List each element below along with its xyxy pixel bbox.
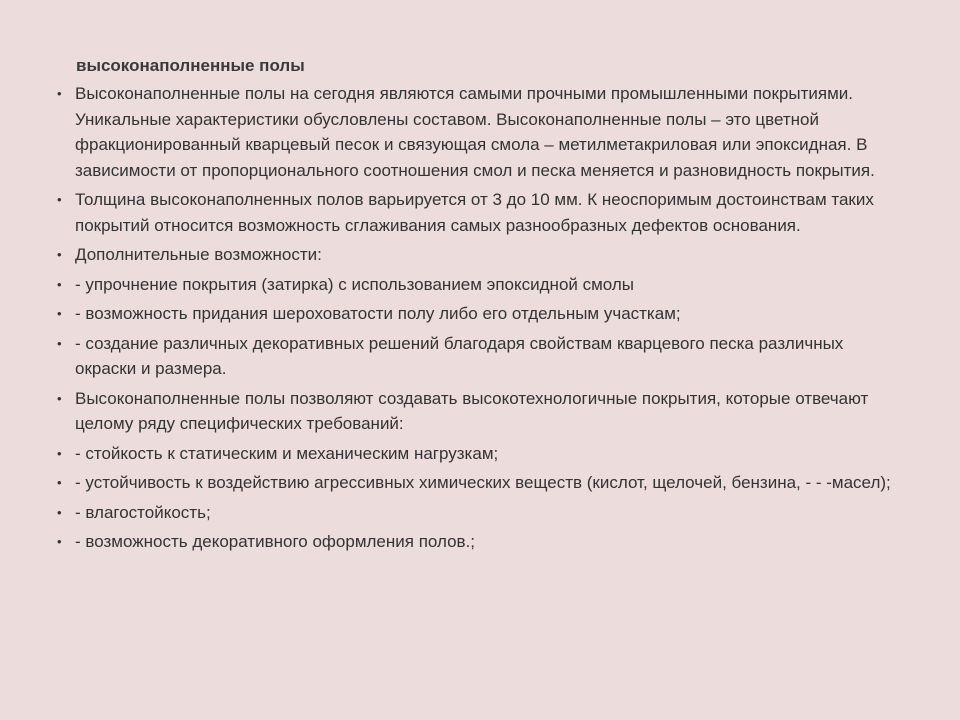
bullet-marker: • xyxy=(57,86,62,101)
bullet-item xyxy=(56,81,906,183)
bullet-text: Высоконаполненные полы на сегодня являются самыми прочными промышленными покрытиями. Уникальные характеристики обусловлены составом. Высоконаполненные полы – это цветной фракционированный кварцевый песок и связующая смола – метилметакриловая или эпоксидная. В зависимости от пропорционального соотношения смол и песка меняется и разновидность покрытия. xyxy=(75,84,875,180)
bullet-item xyxy=(56,441,906,467)
bullet-item xyxy=(56,529,906,555)
bullet-item xyxy=(56,272,906,298)
bullet-text: - стойкость к статическим и механическим нагрузкам; xyxy=(75,443,499,463)
bullet-marker: • xyxy=(57,276,62,292)
bullet-marker: • xyxy=(57,192,62,207)
bullet-text: - возможность декоративного оформления полов.; xyxy=(75,532,476,551)
bullet-marker: • xyxy=(57,335,62,351)
bullet-text: Дополнительные возможности: xyxy=(75,245,322,264)
bullet-marker: • xyxy=(57,534,62,549)
bullet-marker: • xyxy=(57,475,62,490)
bullet-list xyxy=(56,81,906,559)
bullet-item xyxy=(56,301,906,327)
bullet-text: Толщина высоконаполненных полов варьируется от 3 до 10 мм. К неоспоримым достоинствам таких покрытий относится возможность сглаживания самых разнообразных дефектов основания. xyxy=(75,190,874,235)
bullet-item xyxy=(56,500,906,526)
bullet-text: - возможность придания шероховатости полу либо его отдельным участкам; xyxy=(75,304,681,323)
bullet-text: - влагостойкость; xyxy=(75,502,211,522)
bullet-text: - устойчивость к воздействию агрессивных химических веществ (кислот, щелочей, бензина, - - -масел); xyxy=(75,473,891,492)
bullet-text: - создание различных декоративных решений благодаря свойствам кварцевого песка различных окраски и размера. xyxy=(75,333,844,378)
bullet-text: Высоконаполненные полы позволяют создавать высокотехнологичные покрытия, которые отвечают целому ряду специфических требований: xyxy=(75,388,869,433)
bullet-marker: • xyxy=(57,445,62,461)
bullet-item xyxy=(56,470,906,496)
bullet-text: - упрочнение покрытия (затирка) с использованием эпоксидной смолы xyxy=(75,274,635,294)
bullet-item xyxy=(56,386,906,437)
bullet-marker: • xyxy=(57,306,62,321)
slide-heading: высоконаполненные полы xyxy=(76,56,305,75)
bullet-marker: • xyxy=(57,247,62,262)
bullet-marker: • xyxy=(57,390,62,406)
bullet-item xyxy=(56,331,906,382)
bullet-item xyxy=(56,242,906,268)
bullet-marker: • xyxy=(57,504,62,520)
bullet-item xyxy=(56,187,906,238)
